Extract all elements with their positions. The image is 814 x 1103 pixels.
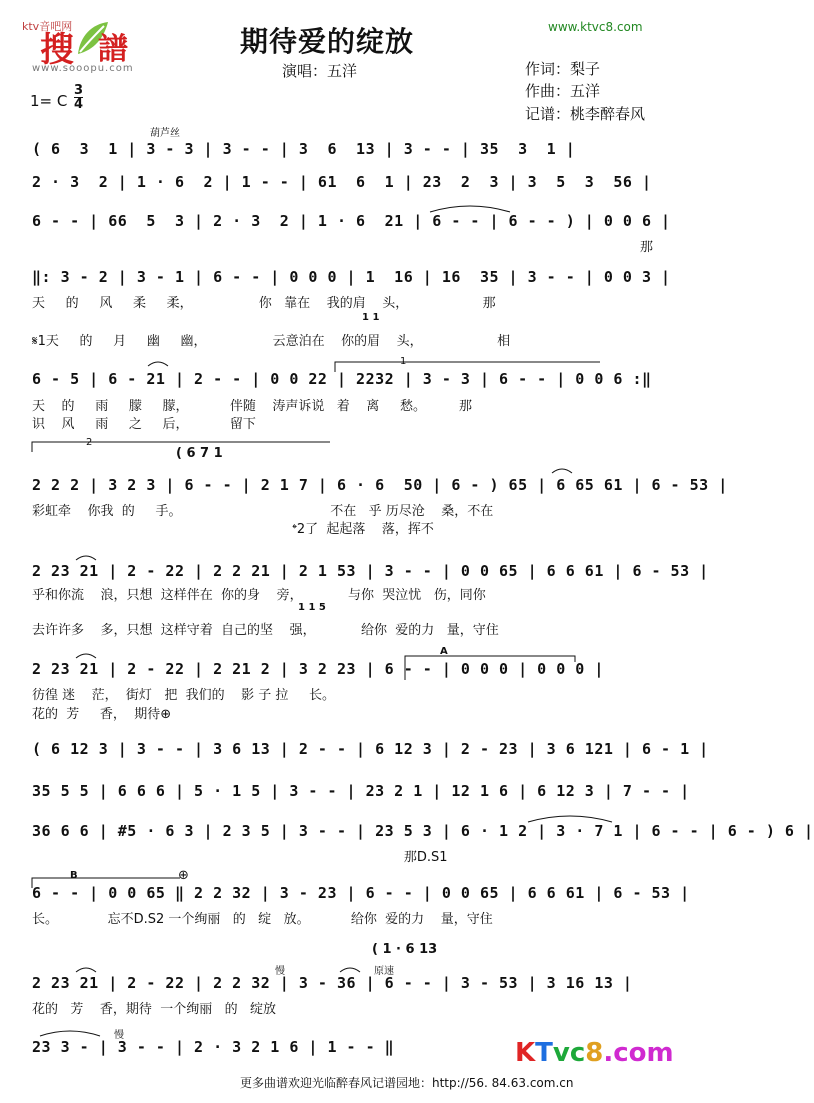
lyricist: 作词：梨子	[525, 60, 601, 78]
score-row-7-lyrics-2: 去许许多 多，只想 这样守着 自己的坚 强， 给你 爱的力 量，守住	[32, 623, 499, 638]
score-row-6-lyrics-1: 彩虹牵 你我 的 手。 不在 乎 历尽沧 桑，不在	[32, 504, 494, 519]
score-row-9-notes: ( 6 12 3 | 3 - - | 3 6 13 | 2 - - | 6 12 3 | 2 - 23 | 3 6 121 | 6 - 1 |	[32, 740, 709, 758]
slur-row-5	[148, 362, 168, 366]
volta-2-bracket	[32, 442, 330, 452]
section-b-bracket	[32, 878, 180, 888]
logo-t: T	[535, 1038, 553, 1068]
logo-char-pu: 譜	[98, 32, 128, 67]
chord-115: 1 1 5	[298, 602, 326, 613]
score-row-13-notes: 2 23 21 | 2 - 22 | 2 2 32 | 3 - 36 | 6 - - | 3 - 53 | 3 16 13 |	[32, 974, 633, 992]
score-row-12-notes: 6 - - | 0 0 65 ‖ 2 2 32 | 3 - 23 | 6 - - | 0 0 65 | 6 6 61 | 6 - 53 |	[32, 884, 690, 902]
slur-row-8	[76, 654, 96, 658]
outro-bracket: ( 1 · 6 13	[372, 942, 438, 957]
score-row-4-notes: ‖: 3 - 2 | 3 - 1 | 6 - - | 0 0 0 | 1 16 | 16 35 | 3 - - | 0 0 3 |	[32, 268, 671, 286]
composer: 作曲：五洋	[525, 82, 601, 100]
ktvc8-logo	[515, 1038, 674, 1072]
time-bottom: 4	[74, 97, 84, 112]
score-row-4-lyrics-1: 天 的 风 柔 柔， 你 靠在 我的肩 头， 那	[32, 296, 496, 311]
score-row-3-lyrics: 那	[640, 240, 654, 255]
score-row-10-notes: 35 5 5 | 6 6 6 | 5 · 1 5 | 3 - - | 23 2 1 | 12 1 6 | 6 12 3 | 7 - - |	[32, 782, 690, 800]
slur-row-14	[40, 1031, 100, 1036]
tempo-original: 原速	[374, 966, 394, 977]
score-row-13-lyrics: 花的 芳 香，期待 一个绚丽 的 绽放	[32, 1002, 276, 1017]
score-row-12-lyrics: 长。 忘不D.S2 一个绚丽 的 绽 放。 给你 爱的力 量，守住	[32, 912, 493, 927]
score-row-8-lyrics-2: 花的 芳 香， 期待⊕	[32, 707, 172, 722]
score-row-8-lyrics-1: 彷徨 迷 茫， 街灯 把 我们的 影 子 拉 长。	[32, 688, 336, 703]
score-row-8-notes: 2 23 21 | 2 - 22 | 2 21 2 | 3 2 23 | 6 - - | 0 0 0 | 0 0 0 |	[32, 660, 604, 678]
logo-com: .com	[603, 1038, 674, 1068]
score-row-5-lyrics-2: 识 风 雨 之 后， 留下	[32, 417, 256, 432]
logo-char-sou: 搜	[40, 30, 74, 70]
score-row-11-notes: 36 6 6 | #5 · 6 3 | 2 3 5 | 3 - - | 23 5 3 | 6 · 1 2 | 3 · 7 1 | 6 - - | 6 - ) 6 |	[32, 822, 814, 840]
logo-url: www.sooopu.com	[32, 63, 134, 74]
coda-icon: ⊕	[178, 868, 189, 883]
footer-text: 更多曲谱欢迎光临醉春风记谱园地：http://56. 84.63.com.cn	[240, 1076, 574, 1090]
score-row-6-lyrics-2: 𝄌2了 起起落 落，挥不	[32, 522, 434, 537]
score-row-11-lyrics: 那D.S1	[32, 850, 448, 865]
score-row-1-notes: ( 6 3 1 | 3 - 3 | 3 - - | 3 6 13 | 3 - - | 35 3 1 |	[32, 140, 576, 158]
slur-row-6	[552, 469, 572, 473]
volta-1-bracket	[335, 362, 600, 372]
logo-8: 8	[585, 1038, 604, 1068]
rehearsal-mark-a: A	[440, 646, 448, 657]
score-row-14-notes: 23 3 - | 3 - - | 2 · 3 2 1 6 | 1 - - ‖	[32, 1038, 395, 1056]
rehearsal-mark-b: B	[70, 870, 78, 881]
instrument-label: 葫芦丝	[150, 128, 180, 139]
score-row-7-notes: 2 23 21 | 2 - 22 | 2 2 21 | 2 1 53 | 3 - - | 0 0 65 | 6 6 61 | 6 - 53 |	[32, 562, 709, 580]
volta-2: 2	[86, 437, 93, 448]
watermark-ktv: ktv音吧网	[22, 20, 73, 33]
transcriber: 记谱：桃李醉春风	[525, 105, 646, 123]
key-signature: 1= C	[30, 92, 68, 110]
score-row-5-notes: 6 - 5 | 6 - 21 | 2 - - | 0 0 22 | 2232 | 3 - 3 | 6 - - | 0 0 6 :‖	[32, 370, 652, 388]
intro-bracket: ( 6 7 1	[176, 446, 223, 461]
tie-row-11	[528, 816, 612, 822]
singer: 演唱：五洋	[282, 62, 358, 80]
song-title: 期待爱的绽放	[240, 25, 415, 58]
site-url: www.ktvc8.com	[548, 20, 643, 34]
score-row-3-notes: 6 - - | 66 5 3 | 2 · 3 2 | 1 · 6 21 | 6 - - | 6 - - ) | 0 0 6 |	[32, 212, 671, 230]
tempo-slow-2: 慢	[114, 1030, 124, 1041]
score-row-5-lyrics-1: 天 的 雨 朦 朦， 伴随 涛声诉说 着 离 愁。 那	[32, 399, 473, 414]
logo-k: K	[515, 1038, 536, 1068]
time-top: 3	[74, 83, 84, 98]
slur-row-7	[76, 556, 96, 560]
score-row-4-lyrics-2: 𝄋1天 的 月 幽 幽， 云意泊在 你的眉 头， 相	[32, 334, 511, 349]
tempo-slow-1: 慢	[275, 966, 285, 977]
score-row-7-lyrics-1: 乎和你流 浪，只想 这样伴在 你的身 旁， 与你 哭泣忧 伤，同你	[32, 588, 486, 603]
volta-1: 1	[400, 356, 407, 367]
slur-row-13b	[340, 968, 360, 972]
chord-11: 1 1	[362, 312, 380, 323]
section-a-bracket	[405, 656, 575, 680]
slur-row-13	[76, 968, 96, 972]
score-row-2-notes: 2 · 3 2 | 1 · 6 2 | 1 - - | 61 6 1 | 23 2 3 | 3 5 3 56 |	[32, 173, 652, 191]
score-row-6-notes: 2 2 2 | 3 2 3 | 6 - - | 2 1 7 | 6 · 6 50 | 6 - ) 65 | 6 65 61 | 6 - 53 |	[32, 476, 728, 494]
tie-row-3	[430, 206, 510, 212]
logo-vc: vc	[552, 1038, 586, 1068]
